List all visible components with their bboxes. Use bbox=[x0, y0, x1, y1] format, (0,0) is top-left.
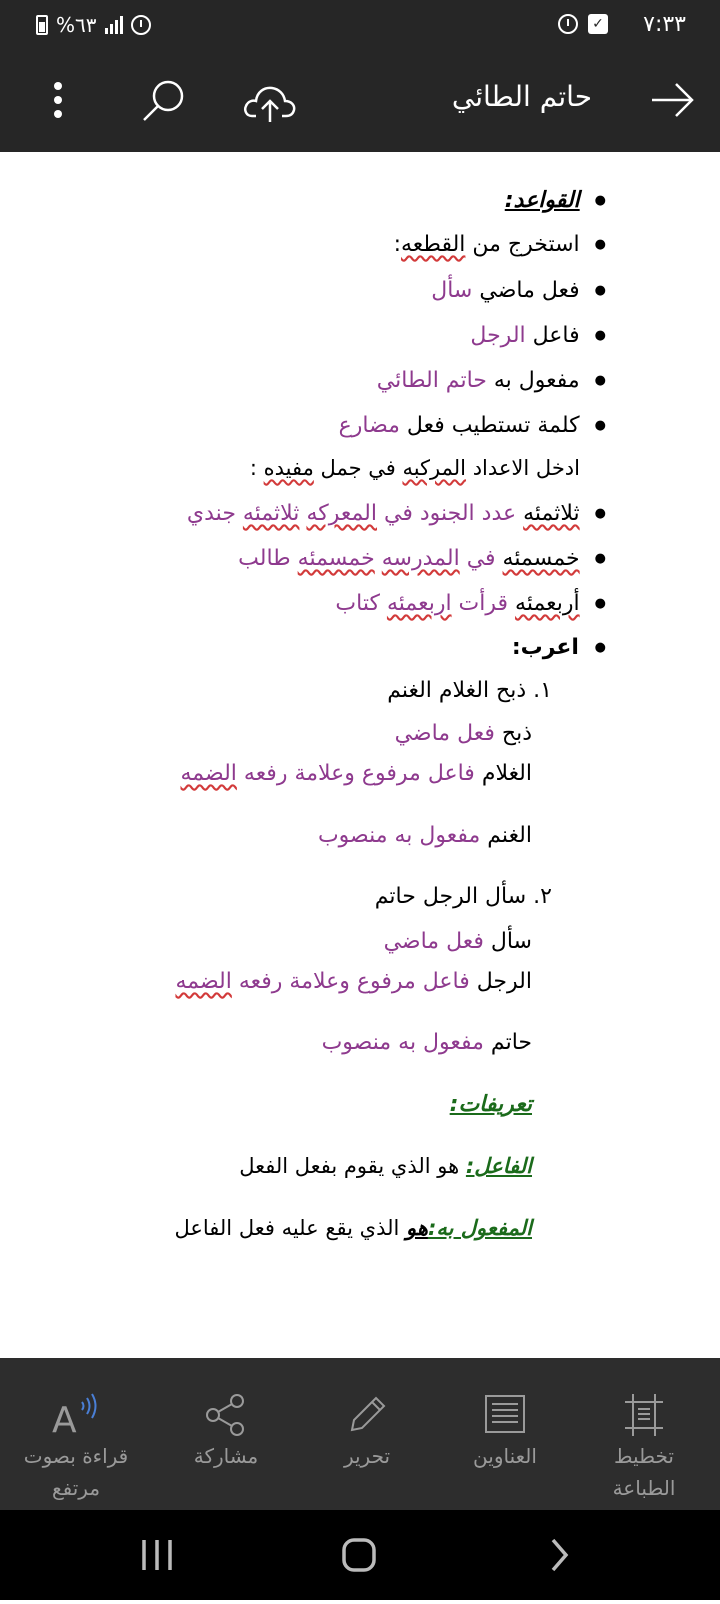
paragraph bbox=[239, 1154, 532, 1178]
list-item bbox=[335, 591, 606, 616]
answer-text: مفعول به منصوب bbox=[317, 823, 481, 848]
misspelled-word: مفيده bbox=[263, 456, 314, 480]
paragraph bbox=[174, 1216, 532, 1240]
read-aloud-button[interactable] bbox=[0, 1392, 156, 1504]
definitions-heading bbox=[450, 1092, 532, 1117]
text: كلمة تستطيب فعل bbox=[399, 413, 580, 438]
misspelled-word: خمسمئه bbox=[297, 546, 375, 571]
share-button[interactable] bbox=[166, 1392, 286, 1472]
answer-text: مفعول به منصوب bbox=[321, 1030, 484, 1055]
answer-text: فاعل مرفوع وعلامة رفعه bbox=[231, 969, 470, 994]
status-bar bbox=[0, 0, 720, 52]
text: الغنم bbox=[480, 823, 532, 848]
answer-text bbox=[375, 546, 382, 571]
home-icon[interactable] bbox=[344, 1540, 374, 1570]
answer-text: الرجل bbox=[470, 323, 526, 348]
print-layout-label: تخطيط الطباعة bbox=[612, 1444, 676, 1500]
edit-label: تحرير bbox=[343, 1444, 391, 1468]
text: ١. ذبح الغلام الغنم bbox=[387, 678, 552, 703]
list-item bbox=[431, 278, 606, 303]
document-body[interactable] bbox=[0, 152, 720, 1358]
list-item bbox=[187, 501, 606, 526]
answer-text: كتاب bbox=[335, 591, 387, 616]
text: : bbox=[393, 232, 401, 257]
checkbox-notification-icon: ✓ bbox=[588, 14, 608, 34]
misspelled-word: خمسمئه bbox=[502, 546, 580, 571]
text: ٢. سأل الرجل حاتم bbox=[374, 884, 552, 909]
alarm-icon bbox=[131, 15, 151, 35]
cloud-upload-icon[interactable] bbox=[242, 76, 298, 128]
text: : bbox=[249, 456, 264, 480]
text: فاعل bbox=[525, 323, 580, 348]
misspelled-word: الضمه bbox=[180, 761, 237, 786]
answer-text: عدد الجنود في bbox=[377, 501, 524, 526]
pencil-icon bbox=[344, 1392, 390, 1438]
term: الفاعل: bbox=[465, 1154, 532, 1178]
paragraph bbox=[180, 761, 532, 786]
share-icon bbox=[203, 1392, 249, 1438]
app-bar bbox=[0, 52, 720, 152]
numbered-item bbox=[387, 678, 552, 703]
print-layout-icon bbox=[621, 1392, 667, 1438]
misspelled-word: اربعمئه bbox=[386, 591, 452, 616]
paragraph bbox=[395, 721, 532, 746]
clock: ٧:٣٣ bbox=[643, 12, 686, 37]
share-label: مشاركة bbox=[193, 1444, 259, 1468]
text: في جمل bbox=[313, 456, 403, 480]
headings-label: العناوين bbox=[473, 1444, 537, 1468]
definition-start: هو bbox=[406, 1216, 428, 1240]
recent-apps-icon[interactable] bbox=[144, 1540, 170, 1570]
read-aloud-icon bbox=[48, 1392, 104, 1438]
paragraph bbox=[322, 1030, 532, 1055]
misspelled-word: ثلاثمئه bbox=[523, 501, 580, 526]
text: فعل ماضي bbox=[472, 278, 580, 303]
answer-text: جندي bbox=[186, 501, 243, 526]
back-arrow-icon[interactable] bbox=[646, 74, 698, 126]
paragraph bbox=[384, 929, 532, 954]
list-item bbox=[339, 413, 606, 438]
answer-text: فعل ماضي bbox=[394, 721, 495, 746]
list-item bbox=[377, 368, 606, 393]
text: استخرج من bbox=[465, 232, 580, 257]
headings-icon bbox=[482, 1392, 528, 1438]
battery-percent: %٦٣ bbox=[56, 13, 97, 37]
paragraph bbox=[175, 969, 532, 994]
misspelled-word: القطعه bbox=[401, 232, 466, 257]
term: المفعول به: bbox=[427, 1216, 532, 1240]
headings-button[interactable] bbox=[435, 1392, 575, 1472]
edit-button[interactable] bbox=[297, 1392, 437, 1472]
numbered-item bbox=[375, 884, 552, 909]
read-aloud-label: قراءة بصوت مرتفع bbox=[23, 1444, 129, 1500]
signal-icon bbox=[105, 16, 123, 34]
document-title: حاتم الطائي bbox=[451, 80, 592, 113]
battery-icon bbox=[36, 15, 48, 35]
alarm-icon bbox=[558, 14, 578, 34]
more-options-icon[interactable] bbox=[40, 76, 80, 128]
list-item bbox=[470, 323, 606, 348]
back-icon[interactable] bbox=[553, 1540, 566, 1570]
text: سأل bbox=[483, 929, 532, 954]
misspelled-word: الضمه bbox=[175, 969, 232, 994]
text: الغلام bbox=[474, 761, 532, 786]
misspelled-word: المركبه bbox=[402, 456, 467, 480]
status-left bbox=[36, 13, 151, 37]
paragraph bbox=[250, 456, 580, 480]
definition: هو الذي يقوم بفعل الفعل bbox=[239, 1154, 466, 1178]
answer-text: في bbox=[459, 546, 503, 571]
svg-text:A: A bbox=[52, 1400, 77, 1438]
text: ذبح bbox=[494, 721, 532, 746]
parse-heading: اعرب: bbox=[511, 635, 579, 660]
print-layout-button[interactable] bbox=[574, 1392, 714, 1504]
misspelled-word: المعركه bbox=[306, 501, 377, 526]
text: مفعول به bbox=[486, 368, 580, 393]
answer-text: حاتم الطائي bbox=[376, 368, 487, 393]
definition: الذي يقع عليه فعل الفاعل bbox=[174, 1216, 407, 1240]
text: ادخل الاعداد bbox=[466, 456, 580, 480]
bottom-toolbar bbox=[0, 1358, 720, 1510]
search-icon[interactable] bbox=[138, 76, 190, 128]
answer-text: مضارع bbox=[338, 413, 400, 438]
answer-text: طالب bbox=[238, 546, 298, 571]
text: الرجل bbox=[469, 969, 532, 994]
answer-text: فعل ماضي bbox=[383, 929, 484, 954]
rules-heading: القواعد: bbox=[504, 188, 580, 213]
text: حاتم bbox=[483, 1030, 532, 1055]
list-item bbox=[512, 635, 606, 660]
list-item bbox=[238, 546, 606, 571]
answer-text: قرأت bbox=[451, 591, 516, 616]
list-item bbox=[394, 232, 606, 257]
misspelled-word: ثلاثمئه bbox=[242, 501, 300, 526]
list-item bbox=[505, 188, 606, 213]
system-navigation-bar bbox=[0, 1510, 720, 1600]
misspelled-word: المدرسه bbox=[381, 546, 460, 571]
answer-text: فاعل مرفوع وعلامة رفعه bbox=[236, 761, 475, 786]
paragraph bbox=[318, 823, 532, 848]
answer-text: سأل bbox=[431, 278, 473, 303]
misspelled-word: أربعمئه bbox=[515, 591, 580, 616]
status-right bbox=[558, 14, 608, 34]
heading-text: تعريفات: bbox=[449, 1092, 532, 1117]
